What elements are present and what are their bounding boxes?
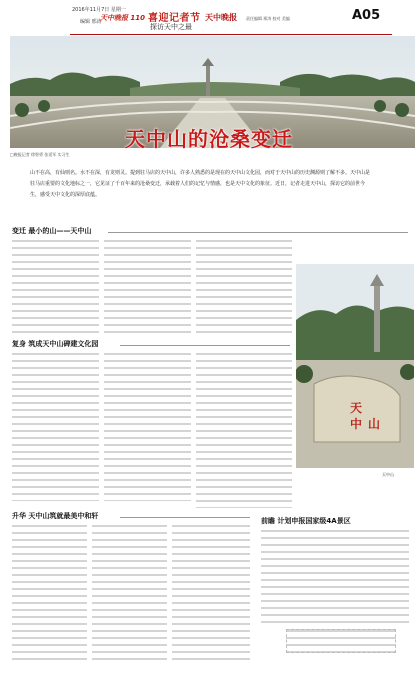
header-meta: 责任编辑 邢涛 校对 美编 bbox=[246, 16, 290, 21]
svg-text:山: 山 bbox=[367, 417, 381, 431]
paper-name: 天中晚报 bbox=[205, 13, 237, 22]
article-column-7 bbox=[12, 525, 87, 665]
sidebar-box bbox=[256, 516, 412, 660]
article-column-6 bbox=[196, 353, 292, 508]
page-number: A05 bbox=[352, 8, 381, 23]
inset-photo bbox=[296, 264, 414, 468]
sidebar-text bbox=[261, 530, 409, 624]
header-divider bbox=[70, 34, 392, 35]
svg-text:天: 天 bbox=[349, 401, 363, 415]
sidebar-note bbox=[286, 629, 396, 653]
article-column-2 bbox=[104, 240, 191, 333]
column-subtitle: 探访天中之最 bbox=[150, 23, 192, 31]
editor-line: 编辑 邢涛 bbox=[80, 19, 102, 25]
section-heading-1: 变迁 最小的山——天中山 bbox=[12, 227, 92, 235]
photo-caption: □晚报记者 徐智勇 张延军 实习生 bbox=[10, 152, 70, 157]
headline: 天中山的沧桑变迁 bbox=[125, 127, 293, 151]
column-title: 喜迎记者节 bbox=[148, 13, 201, 24]
sidebar-heading: 前瞻 计划申报国家级4A景区 bbox=[261, 517, 351, 525]
section-heading-2: 复身 筑成天中山碑建文化园 bbox=[12, 340, 99, 348]
svg-text:中: 中 bbox=[349, 417, 363, 431]
article-column-9 bbox=[172, 525, 250, 665]
article-column-8 bbox=[92, 525, 167, 665]
section-divider-2 bbox=[120, 345, 290, 346]
article-column-5 bbox=[104, 353, 191, 501]
inset-caption: 天中山 bbox=[382, 472, 394, 477]
article-column-4 bbox=[12, 353, 99, 501]
section-divider-3 bbox=[120, 517, 250, 518]
issue-date: 2016年11月7日 星期一 bbox=[72, 7, 126, 13]
monument-photo bbox=[296, 264, 414, 468]
section-divider-1 bbox=[108, 232, 408, 233]
section-heading-3: 升华 天中山筑就最美中和轩 bbox=[12, 512, 99, 520]
article-column-3 bbox=[196, 240, 292, 333]
logo: 天中晚报 110 bbox=[100, 14, 146, 22]
article-column-1 bbox=[12, 240, 99, 333]
article-intro: 山不在高，有仙则名。水不在深，有龙则灵。提到驻马店的天中山，许多人熟悉的是现在的天中山文化园，而对于天中山的历史渊源则了解不多。天中山是驻马店重要的文化地标之一，它见证了千百年来的沧桑变迁，承载着人们的记忆与情感，也是天中文化的象征。近日，记者走进天中山，探访它的前世今生，感受天中文化的深厚底蕴。 bbox=[30, 170, 371, 198]
